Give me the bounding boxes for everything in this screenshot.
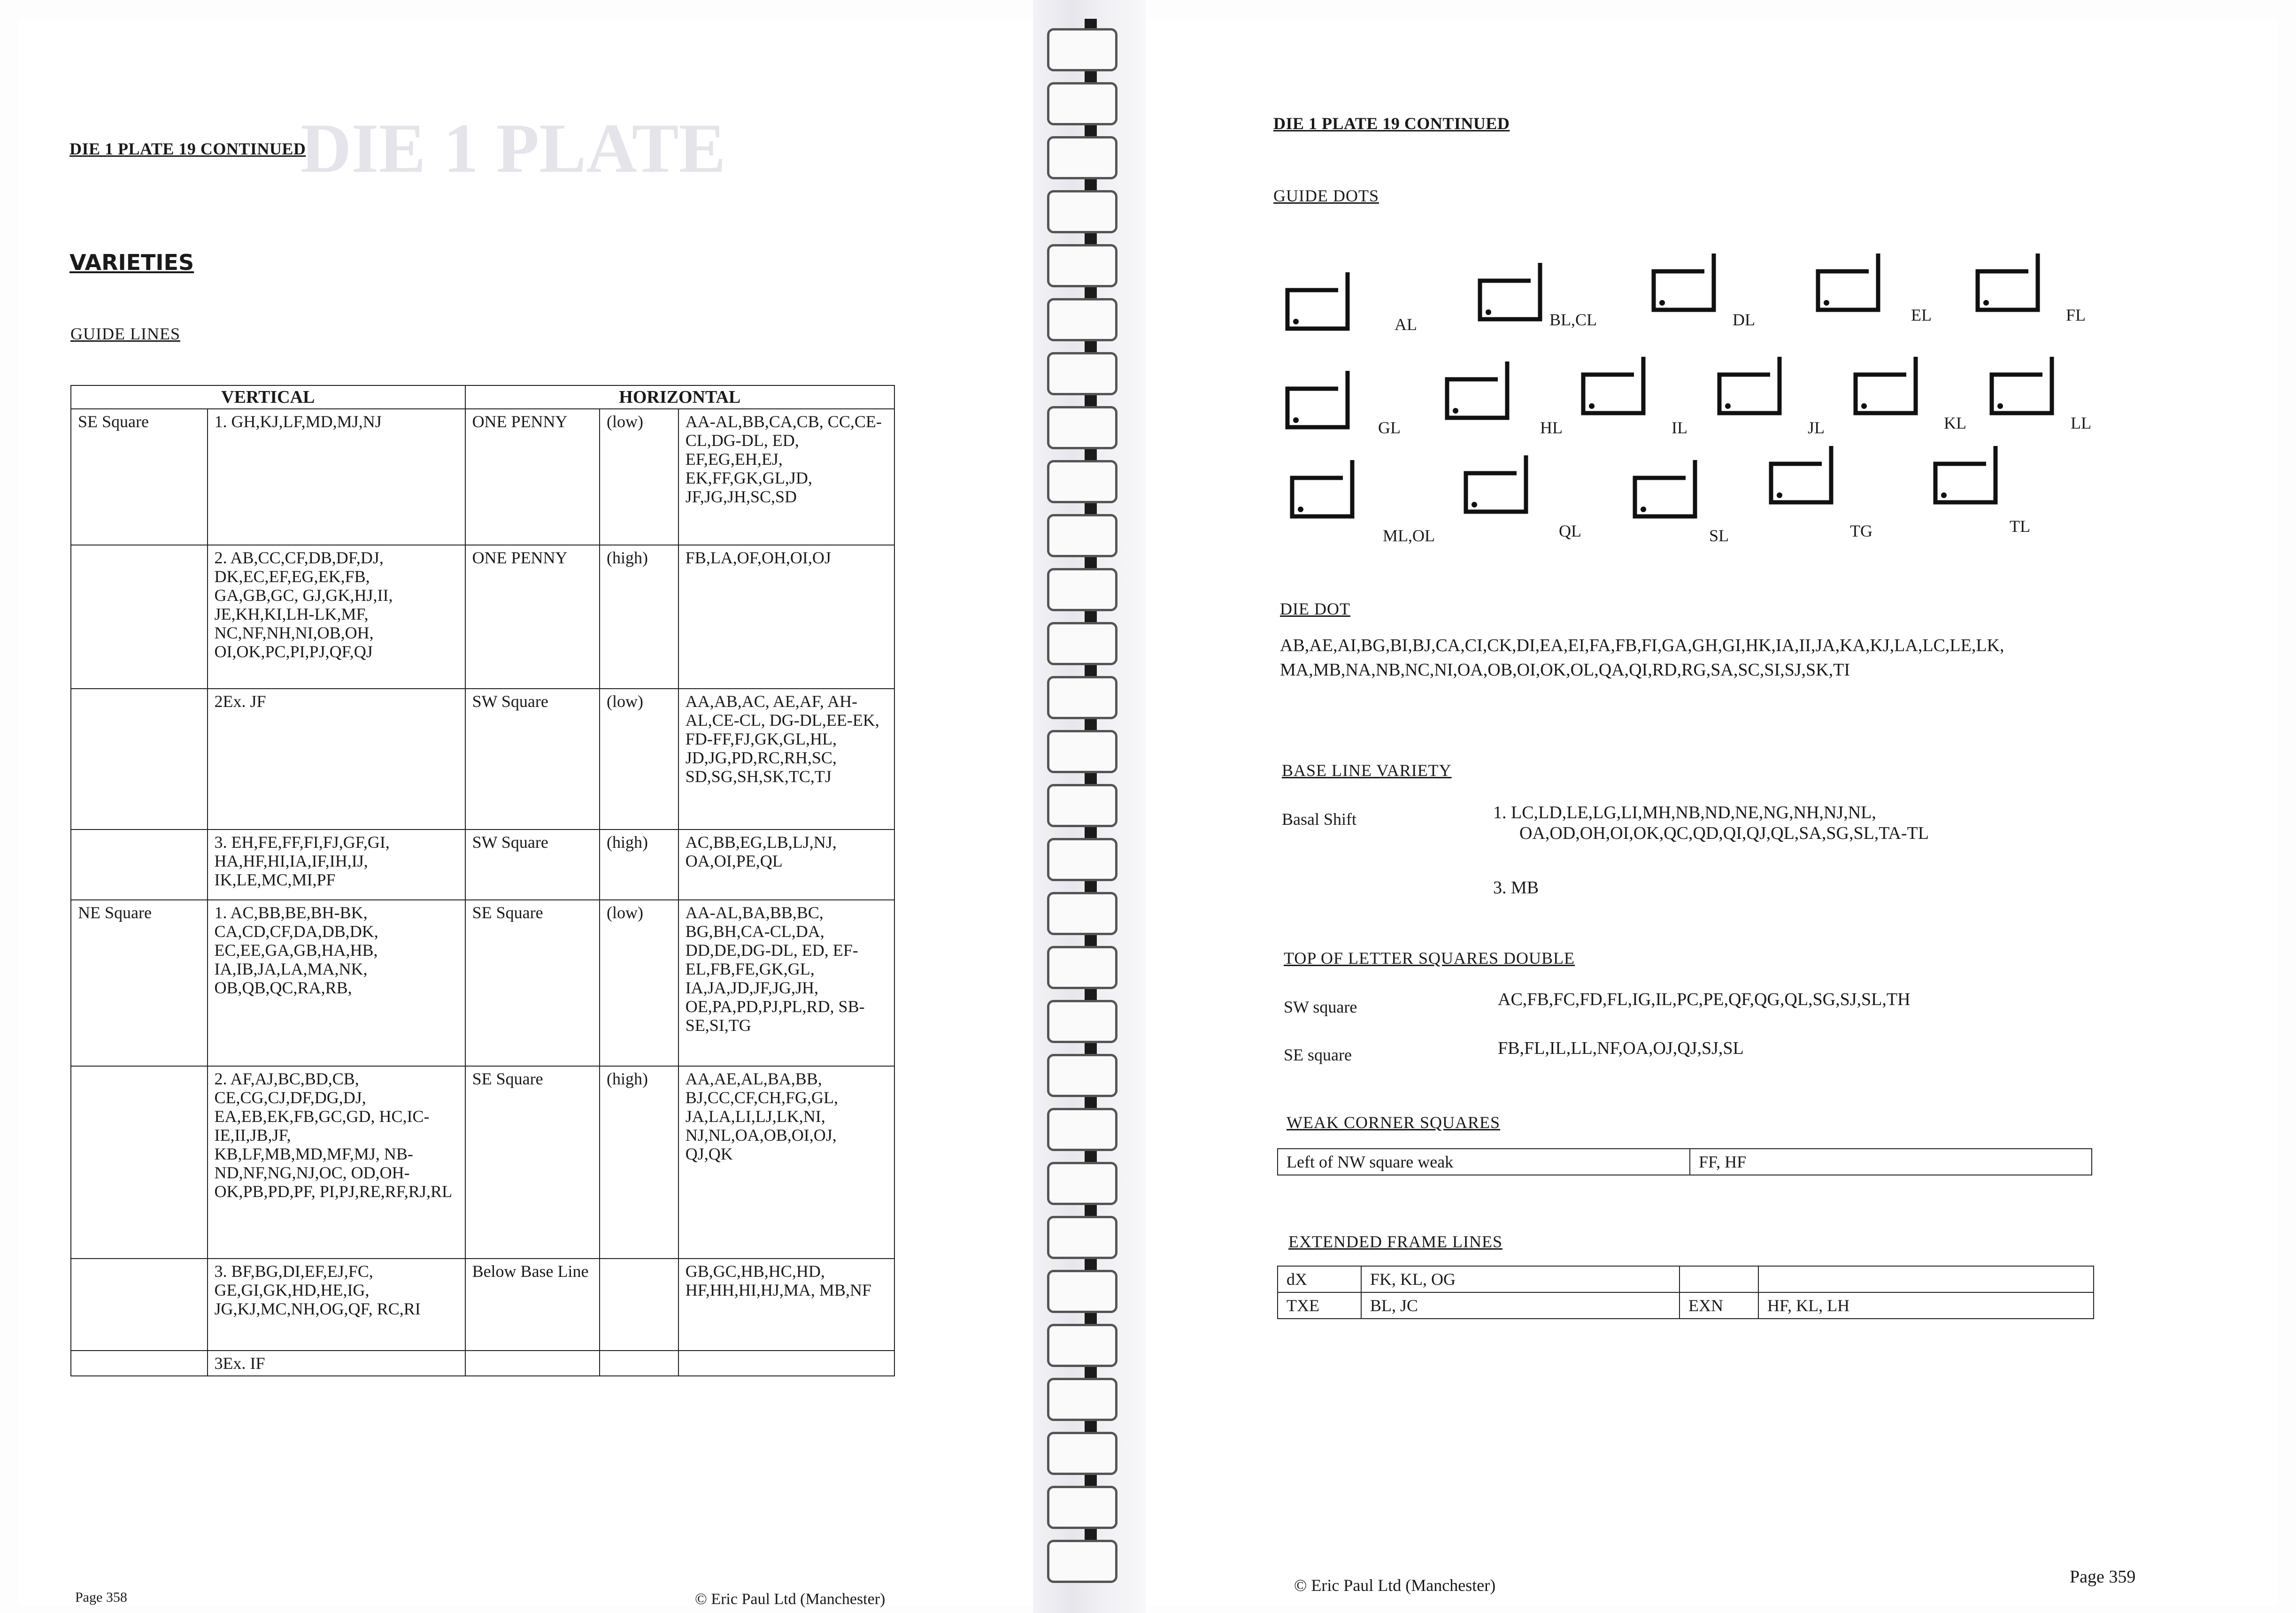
ext-cell: HF, KL, LH <box>1758 1292 2094 1319</box>
binding-ring <box>1047 136 1117 179</box>
se-square-label: SE square <box>1284 1045 1352 1064</box>
guide-dots-heading: GUIDE DOTS <box>1273 186 1379 205</box>
right-footer: © Eric Paul Ltd (Manchester) <box>1294 1576 1496 1595</box>
basal-shift-3: 3. MB <box>1493 878 1539 898</box>
binding-ring <box>1047 892 1117 935</box>
row-group <box>71 545 208 689</box>
guide-lines-table <box>70 385 895 1376</box>
die-dot-line-1: AB,AE,AI,BG,BI,BJ,CA,CI,CK,DI,EA,EI,FA,FB,FI,GA,GH,GI,HK,IA,II,JA,KA,KJ,LA,LC,LE,LK, <box>1280 636 2004 655</box>
row-group: SE Square <box>71 409 208 545</box>
binding-ring <box>1047 460 1117 503</box>
table-row <box>1278 1292 2094 1319</box>
row-item: 3. EH,FE,FF,FI,FJ,GF,GI, HA,HF,HI,IA,IF,IH,IJ, IK,LE,MC,MI,PF <box>208 830 465 900</box>
table-row <box>71 1066 894 1259</box>
ext-cell <box>1758 1266 2094 1292</box>
binding-ring <box>1047 28 1117 71</box>
row-group <box>71 1259 208 1351</box>
horizontal-header: HORIZONTAL <box>465 385 894 409</box>
binding-ring <box>1047 1000 1117 1043</box>
table-row <box>71 545 894 689</box>
guide-dot-mark <box>1282 272 1352 347</box>
row-level: (high) <box>600 1066 678 1259</box>
row-letters: AA,AE,AL,BA,BB, BJ,CC,CF,CH,FG,GL, JA,LA,LI,LJ,LK,NI, NJ,NL,OA,OB,OI,OJ, QJ,QK <box>678 1066 894 1259</box>
binding-ring <box>1047 946 1117 989</box>
row-position: SE Square <box>465 900 600 1066</box>
binding-ring <box>1047 1162 1117 1205</box>
binding-ring <box>1047 676 1117 719</box>
guide-dot-mark <box>1714 357 1784 432</box>
guide-dot-mark <box>1972 253 2042 329</box>
binding-ring <box>1047 730 1117 773</box>
se-square-value: FB,FL,IL,LL,NF,OA,OJ,QJ,SJ,SL <box>1498 1038 1744 1058</box>
table-row <box>71 830 894 900</box>
row-position: SE Square <box>465 1066 600 1259</box>
table-row <box>1278 1149 2092 1175</box>
row-item: 3Ex. IF <box>208 1351 465 1376</box>
guide-dot-mark <box>1287 460 1357 535</box>
table-row <box>71 689 894 830</box>
row-position: Below Base Line <box>465 1259 600 1351</box>
row-group <box>71 1351 208 1376</box>
row-item: 2. AF,AJ,BC,BD,CB, CE,CG,CJ,DF,DG,DJ, EA,EB,EK,FB,GC,GD, HC,IC-IE,II,JB,JF, KB,LF,MB,MD,MF,MJ, NB-ND,NF,NG,NJ,OC, OD,OH-OK,PB,PD,PF, PI,PJ,RE,RF,RJ,RL <box>208 1066 465 1259</box>
guide-dot-mark <box>1765 446 1836 521</box>
row-letters: FB,LA,OF,OH,OI,OJ <box>678 545 894 689</box>
guide-dot-label: KL <box>1944 414 1966 432</box>
row-level: (high) <box>600 830 678 900</box>
right-header: DIE 1 PLATE 19 CONTINUED <box>1273 114 1510 133</box>
weak-corner-label: Left of NW square weak <box>1278 1149 1690 1175</box>
guide-dot-label: LL <box>2071 414 2091 432</box>
guide-dot-mark <box>1629 460 1700 535</box>
binding-ring <box>1047 1054 1117 1097</box>
guide-dot-mark <box>1930 446 2000 521</box>
table-row <box>71 409 894 545</box>
table-row <box>71 900 894 1066</box>
basal-shift-label: Basal Shift <box>1282 810 1356 829</box>
guide-dot-label: TL <box>2010 517 2030 536</box>
ext-cell: FK, KL, OG <box>1361 1266 1680 1292</box>
guide-dot-label: GL <box>1378 418 1401 437</box>
guide-dot-label: AL <box>1395 315 1417 334</box>
guide-dot-label: TG <box>1850 522 1872 540</box>
guide-dot-label: JL <box>1808 418 1825 437</box>
guide-dot-label: BL,CL <box>1549 310 1597 329</box>
binding-ring <box>1047 1270 1117 1313</box>
row-letters <box>678 1351 894 1376</box>
weak-corner-table <box>1277 1148 2092 1175</box>
right-page-number: Page 359 <box>2070 1567 2136 1587</box>
guide-dot-mark <box>1282 371 1352 446</box>
binding-ring <box>1047 352 1117 395</box>
varieties-title: VARIETIES <box>69 250 194 275</box>
row-letters: AA-AL,BB,CA,CB, CC,CE-CL,DG-DL, ED, EF,EG,EH,EJ, EK,FF,GK,GL,JD, JF,JG,JH,SC,SD <box>678 409 894 545</box>
guide-lines-heading: GUIDE LINES <box>70 324 180 343</box>
binding-ring <box>1047 1216 1117 1259</box>
row-position <box>465 1351 600 1376</box>
ext-cell: BL, JC <box>1361 1292 1680 1319</box>
row-item: 2Ex. JF <box>208 689 465 830</box>
vertical-header: VERTICAL <box>71 385 465 409</box>
sw-square-label: SW square <box>1284 998 1357 1016</box>
left-footer: © Eric Paul Ltd (Manchester) <box>695 1590 886 1608</box>
left-page-number: Page 358 <box>75 1590 127 1605</box>
row-letters: AA-AL,BA,BB,BC, BG,BH,CA-CL,DA, DD,DE,DG-DL, ED, EF-EL,FB,FE,GK,GL, IA,JA,JD,JF,JG,JH, OE,PA,PD,PJ,PL,RD, SB-SE,SI,TG <box>678 900 894 1066</box>
guide-dot-mark <box>1441 361 1512 437</box>
ext-cell: EXN <box>1680 1292 1758 1319</box>
row-item: 2. AB,CC,CF,DB,DF,DJ, DK,EC,EF,EG,EK,FB, GA,GB,GC, GJ,GK,HJ,II, JE,KH,KI,LH-LK,MF, NC,NF,NH,NI,OB,OH, OI,OK,PC,PI,PJ,QF,QJ <box>208 545 465 689</box>
die-dot-heading: DIE DOT <box>1280 599 1350 618</box>
ext-cell: TXE <box>1278 1292 1361 1319</box>
guide-dot-label: FL <box>2066 306 2086 324</box>
guide-dot-mark <box>1460 455 1531 530</box>
guide-dot-label: DL <box>1733 310 1755 329</box>
guide-dot-label: HL <box>1540 418 1563 437</box>
binding-ring <box>1047 298 1117 341</box>
binding-ring <box>1047 622 1117 665</box>
die-dot-line-2: MA,MB,NA,NB,NC,NI,OA,OB,OI,OK,OL,QA,QI,RD,RG,SA,SC,SI,SJ,SK,TI <box>1280 660 1850 680</box>
row-letters: AC,BB,EG,LB,LJ,NJ, OA,OI,PE,QL <box>678 830 894 900</box>
binding-ring <box>1047 1540 1117 1583</box>
binding-ring <box>1047 1324 1117 1367</box>
left-header: DIE 1 PLATE 19 CONTINUED <box>69 139 306 158</box>
guide-dot-mark <box>1474 263 1545 338</box>
row-item: 3. BF,BG,DI,EF,EJ,FC, GE,GI,GK,HD,HE,IG, JG,KJ,MC,NH,OG,QF, RC,RI <box>208 1259 465 1351</box>
basal-shift-1-line-1: 1. LC,LD,LE,LG,LI,MH,NB,ND,NE,NG,NH,NJ,NL, <box>1493 803 1876 822</box>
row-level <box>600 1259 678 1351</box>
basal-shift-1-line-2: OA,OD,OH,OI,OK,QC,QD,QI,QJ,QL,SA,SG,SL,TA-TL <box>1519 823 1929 843</box>
guide-dot-mark <box>1578 357 1648 432</box>
binding-ring <box>1047 514 1117 557</box>
table-row <box>71 1259 894 1351</box>
table-row <box>71 1351 894 1376</box>
weak-corner-heading: WEAK CORNER SQUARES <box>1287 1113 1501 1132</box>
ext-cell <box>1680 1266 1758 1292</box>
row-position: ONE PENNY <box>465 545 600 689</box>
row-group <box>71 1066 208 1259</box>
binding-ring <box>1047 244 1117 287</box>
binding-ring <box>1047 1486 1117 1529</box>
row-letters: GB,GC,HB,HC,HD, HF,HH,HI,HJ,MA, MB,NF <box>678 1259 894 1351</box>
binding-ring <box>1047 568 1117 611</box>
row-item: 1. GH,KJ,LF,MD,MJ,NJ <box>208 409 465 545</box>
binding-ring <box>1047 82 1117 125</box>
guide-dot-mark <box>1648 253 1718 329</box>
row-group <box>71 830 208 900</box>
show-through-text: DIE 1 PLATE <box>300 109 726 187</box>
guide-dot-label: QL <box>1559 522 1581 540</box>
row-level: (low) <box>600 900 678 1066</box>
extended-frame-table <box>1277 1266 2094 1319</box>
binding-ring <box>1047 406 1117 449</box>
binding-ring <box>1047 190 1117 233</box>
guide-dot-mark <box>1812 253 1883 329</box>
ext-cell: dX <box>1278 1266 1361 1292</box>
row-group: NE Square <box>71 900 208 1066</box>
sw-square-value: AC,FB,FC,FD,FL,IG,IL,PC,PE,QF,QG,QL,SG,SJ,SL,TH <box>1498 990 1911 1009</box>
row-position: ONE PENNY <box>465 409 600 545</box>
guide-dot-label: IL <box>1672 418 1687 437</box>
row-level <box>600 1351 678 1376</box>
guide-dot-label: SL <box>1709 526 1729 545</box>
guide-dot-mark <box>1986 357 2057 432</box>
guide-dot-mark <box>1850 357 1920 432</box>
row-letters: AA,AB,AC, AE,AF, AH-AL,CE-CL, DG-DL,EE-EK, FD-FF,FJ,GK,GL,HL, JD,JG,PD,RC,RH,SC, SD,SG,SH,SK,TC,TJ <box>678 689 894 830</box>
top-double-heading: TOP OF LETTER SQUARES DOUBLE <box>1284 949 1575 968</box>
row-level: (high) <box>600 545 678 689</box>
guide-dot-label: EL <box>1911 306 1932 324</box>
binding-ring <box>1047 1378 1117 1421</box>
row-position: SW Square <box>465 830 600 900</box>
base-line-heading: BASE LINE VARIETY <box>1282 761 1452 780</box>
row-group <box>71 689 208 830</box>
row-position: SW Square <box>465 689 600 830</box>
guide-dot-label: ML,OL <box>1383 526 1435 545</box>
weak-corner-value: FF, HF <box>1690 1149 2092 1175</box>
extended-frame-heading: EXTENDED FRAME LINES <box>1288 1232 1502 1251</box>
binding-ring <box>1047 1432 1117 1475</box>
row-level: (low) <box>600 409 678 545</box>
table-row <box>1278 1266 2094 1292</box>
row-item: 1. AC,BB,BE,BH-BK, CA,CD,CF,DA,DB,DK, EC,EE,GA,GB,HA,HB, IA,IB,JA,LA,MA,NK, OB,QB,QC,RA,RB, <box>208 900 465 1066</box>
row-level: (low) <box>600 689 678 830</box>
binding-ring <box>1047 838 1117 881</box>
binding-ring <box>1047 784 1117 827</box>
binding-ring <box>1047 1108 1117 1151</box>
table-header-row <box>71 385 894 409</box>
